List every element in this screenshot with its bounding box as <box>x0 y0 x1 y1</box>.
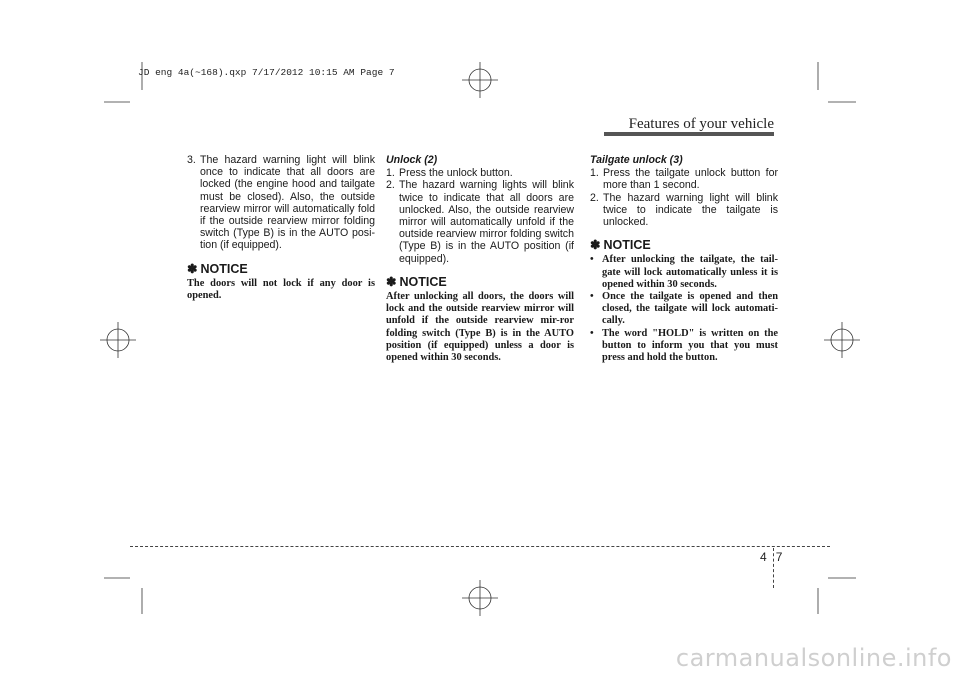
bullet-dot: • <box>590 327 594 339</box>
subheading-unlock: Unlock (2) <box>386 154 438 166</box>
list-item-number: 1. <box>590 167 599 180</box>
notice-heading <box>590 239 778 251</box>
notice-heading <box>386 276 574 288</box>
section-header-title: Features of your vehicle <box>628 116 774 132</box>
bullet-item <box>590 328 778 365</box>
list-item-text: The hazard warning light will blink twice to indicate the tailgate is unlocked. <box>603 191 778 229</box>
column-1 <box>187 154 375 302</box>
list-item-text: The hazard warning lights will blink twice to indicate that all doors are unlocked. Also, the outside rearview mirror will automatically unfold if the outside rearview mirror folding switch (Type B) is in the AUTO position (if equipped). <box>399 179 574 265</box>
registration-target-bottom <box>462 580 498 616</box>
list-item <box>590 192 778 229</box>
bullet-text: After unlocking the tailgate, the tail-gate will lock automatically unless it is opened within 30 seconds. <box>602 254 778 290</box>
footer-rule <box>130 546 830 547</box>
bullet-text: Once the tailgate is opened and then closed, the tailgate will lock automati-cally. <box>602 291 778 327</box>
list-item-number: 2. <box>590 191 599 204</box>
registration-target-top <box>462 62 498 98</box>
list-item-text: The hazard warning light will blink once to indicate that all doors are locked (the engine hood and tailgate must be closed). Also, the outside rearview mirror will automatically fold if the outside rearview mirror folding switch (Type B) is in the AUTO posi-tion (if equipped). <box>200 154 375 252</box>
list-item-number: 3. <box>187 154 196 166</box>
page-number <box>760 550 782 564</box>
notice-bullets <box>590 254 778 364</box>
column-3 <box>590 154 778 364</box>
bullet-dot: • <box>590 254 594 266</box>
registration-target-right <box>824 322 860 358</box>
list-item <box>386 179 574 264</box>
column-2 <box>386 154 574 364</box>
notice-title: NOTICE <box>603 238 651 253</box>
registration-target-left <box>100 322 136 358</box>
header-rule <box>604 132 774 136</box>
bullet-dot: • <box>590 291 594 303</box>
list-item <box>386 167 574 179</box>
asterisk-notice-icon: ✽ <box>386 274 397 289</box>
list-item-text: Press the tailgate unlock button for more than 1 second. <box>603 167 778 192</box>
notice-title: NOTICE <box>200 261 248 276</box>
bullet-item <box>590 254 778 291</box>
list-item-number: 2. <box>386 179 395 192</box>
notice-heading <box>187 263 375 275</box>
list-item <box>187 154 375 252</box>
asterisk-notice-icon: ✽ <box>590 238 601 253</box>
subheading-tailgate-unlock: Tailgate unlock (3) <box>590 154 683 166</box>
watermark: carmanualsonline.info <box>675 644 952 672</box>
page-in-chapter: 7 <box>775 550 783 564</box>
notice-text: After unlocking all doors, the doors will lock and the outside rearview mirror will unfold if the outside rearview mir-ror folding switch (Type B) is in the AUTO position (if equipped) unless a door is opened within 30 seconds. <box>386 291 574 364</box>
list-item-number: 1. <box>386 167 395 180</box>
bullet-item <box>590 291 778 328</box>
print-slug: JD eng 4a(~168).qxp 7/17/2012 10:15 AM Page 7 <box>138 67 395 78</box>
notice-title: NOTICE <box>399 274 447 289</box>
bullet-text: The word "HOLD" is written on the button to inform you that you must press and hold the button. <box>602 327 778 364</box>
chapter-number: 4 <box>760 550 767 564</box>
asterisk-notice-icon: ✽ <box>187 261 198 276</box>
list-item-text: Press the unlock button. <box>399 167 513 180</box>
list-item <box>590 167 778 191</box>
notice-text: The doors will not lock if any door is opened. <box>187 277 375 302</box>
